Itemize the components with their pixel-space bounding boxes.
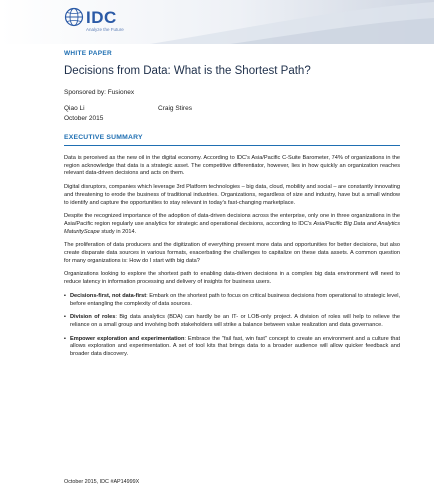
bullet-term: Empower exploration and experimentation — [70, 335, 185, 342]
body-paragraph: Organizations looking to explore the shortest path to enabling data-driven decisions in a complex big data environment will need to reduce latency in information processing and delivery of insights for business users. — [64, 271, 400, 286]
paragraph-text: study in 2014. — [99, 228, 137, 235]
logo-wordmark: IDC — [86, 8, 117, 27]
document-type-label: WHITE PAPER — [64, 50, 112, 57]
author-name: Craig Stires — [158, 105, 192, 112]
publication-date: October 2015 — [64, 115, 104, 122]
idc-logo — [64, 7, 154, 39]
page-header — [0, 0, 434, 44]
bullet-item — [64, 336, 400, 359]
bullet-item — [64, 314, 400, 329]
logo-tagline: Analyze the Future — [86, 27, 124, 32]
bullet-text: : Big data analytics (BDA) can hardly be an IT- or LOB-only project. A division of roles will help to relieve the reliance on a small group and involving both stakeholders will strike a balance between value realization and data governance. — [70, 314, 400, 328]
bullet-icon: ▪ — [64, 292, 66, 299]
bullet-icon: ▪ — [64, 335, 66, 342]
section-divider — [64, 145, 400, 146]
author-name: Qiao Li — [64, 105, 85, 112]
body-paragraph — [64, 213, 400, 236]
sponsor-line: Sponsored by: Fusionex — [64, 89, 135, 96]
body-paragraph: The proliferation of data producers and the digitization of everything present more data and opportunities for better decisions, but also create disparate data sources in various formats, exacerbating the challenges to capitalize on these data assets. A common question for many organizations is: How do I start with big data? — [64, 242, 400, 264]
paragraph-text: Despite the recognized importance of the adoption of data-driven decisions across the enterprise, only one in three organizations in the Asia/Pacific region regularly use analytics for strategic and operational decisions, according to IDC's — [64, 213, 400, 227]
bullet-text: : Embark on the shortest path to focus on critical business decisions from operational to strategic level, before entangling the complexity of data sources. — [70, 292, 400, 307]
bullet-text: : Embrace the "fail fast, win fast" concept to create an environment and a culture that allows exploration and experimentation. A set of tool kits that brings data to a broader audience will allow quicker feedback and broader data discovery. — [70, 335, 401, 358]
page-footer: October 2015, IDC #AP14999X — [64, 479, 140, 485]
document-title: Decisions from Data: What is the Shortest Path? — [64, 65, 311, 77]
bullet-item — [64, 293, 400, 308]
globe-icon — [64, 7, 84, 27]
body-paragraph: Digital disruptors, companies which leverage 3rd Platform technologies – big data, cloud, mobility and social – are constantly innovating and threatening to erode the business of traditional industries. Organizations, regardless of size and industry, have but a small window to identify and capture the opportunities to stay relevant in today's fast-changing marketplace. — [64, 184, 400, 206]
study-title: Asia/Pacific Big Data and Analytics MaturityScape — [64, 220, 400, 235]
bullet-icon: ▪ — [64, 314, 66, 321]
document-body — [64, 50, 400, 359]
bullet-term: Decisions-first, not data-first — [70, 292, 147, 299]
author-list — [64, 105, 400, 114]
section-heading: EXECUTIVE SUMMARY — [64, 134, 143, 141]
body-paragraph: Data is perceived as the new oil in the digital economy. According to IDC's Asia/Pacific C-Suite Barometer, 74% of organizations in the region acknowledge that data is a strategic asset. The competitive differentiator, however, lies in how quickly an organization reaches relevant data-driven decisions and acts on them. — [64, 155, 400, 177]
bullet-term: Division of roles — [70, 314, 116, 321]
